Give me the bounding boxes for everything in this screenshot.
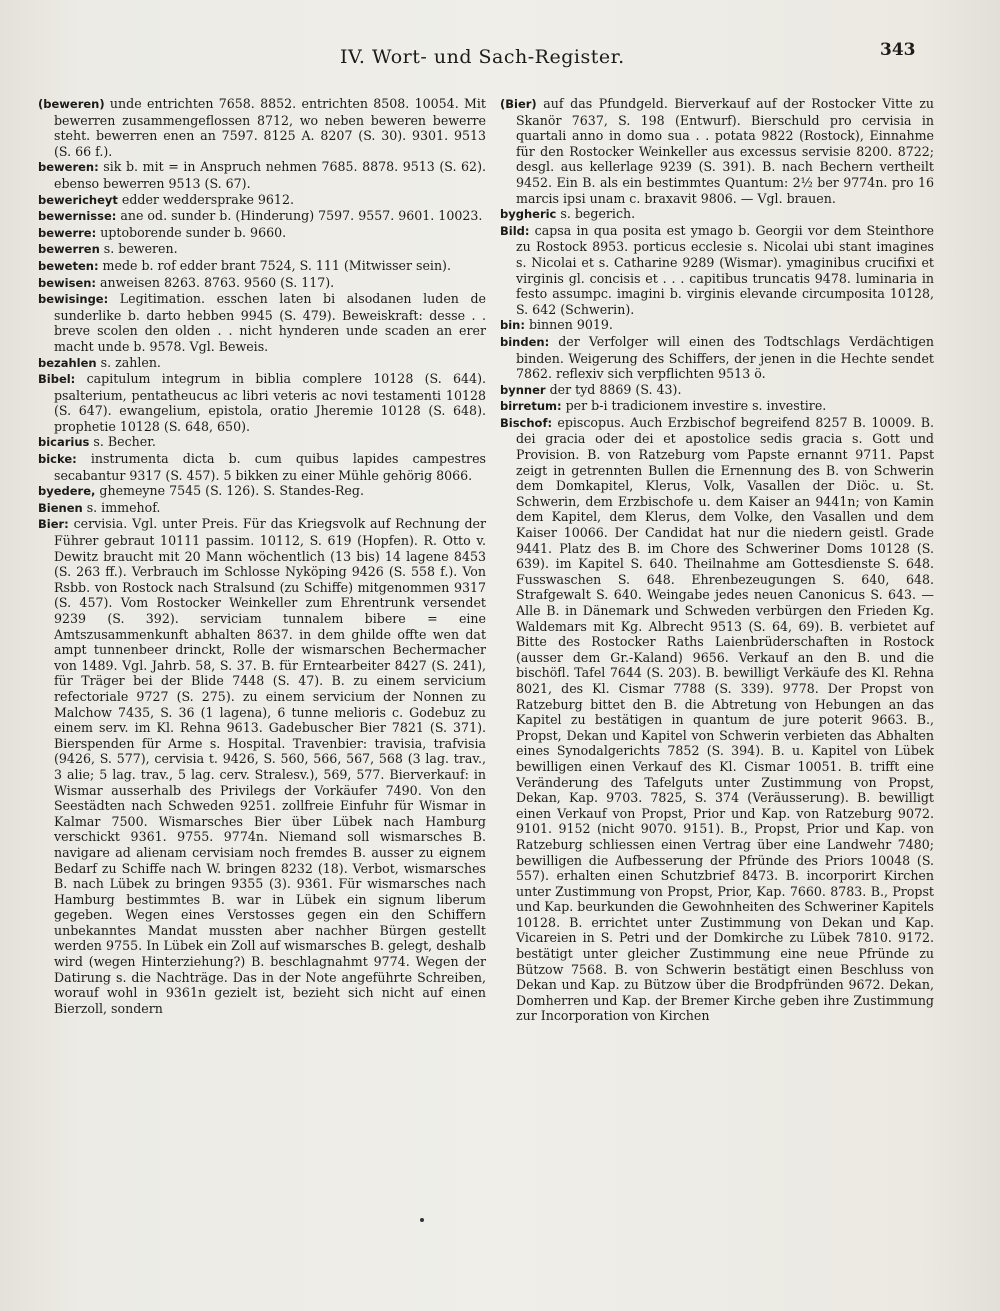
- entry-keyword: binden:: [500, 334, 550, 349]
- register-entry: [38, 291, 486, 354]
- entry-text: binnen 9019.: [524, 317, 613, 333]
- entry-text: uptoborende sunder b. 9660.: [96, 224, 287, 240]
- entry-text: ane od. sunder b. (Hinderung) 7597. 9557. 9601. 10023.: [116, 208, 483, 224]
- register-entry: [38, 483, 486, 500]
- entry-keyword: bezahlen: [38, 355, 97, 370]
- entry-text: s. immehof.: [82, 499, 161, 515]
- register-entry: [500, 223, 934, 318]
- register-entry: [38, 355, 486, 372]
- entry-keyword: (Bier): [500, 97, 537, 111]
- register-entry: [38, 434, 486, 451]
- entry-keyword: bygheric: [500, 207, 557, 222]
- entry-text: s. zahlen.: [96, 354, 161, 370]
- entry-keyword: bewisinge:: [38, 292, 109, 307]
- entry-keyword: beweten:: [38, 258, 99, 273]
- register-entry: [38, 208, 486, 225]
- register-entry: [38, 371, 486, 434]
- entry-text: capitulum integrum in biblia complere 10128 (S. 644). psalterium, pentatheucus ac libri veteris ac novi testamenti 10128 (S. 647). ewangelium, epistola, oratio Jheremie 10128 (S. 648). prophetie 10128 (S. 648, 650).: [54, 371, 486, 434]
- register-entry: [38, 225, 486, 242]
- entry-keyword: bewisen:: [38, 275, 97, 290]
- entry-keyword: bynner: [500, 382, 546, 397]
- register-entry: [500, 96, 934, 206]
- entry-text: ghemeyne 7545 (S. 126). S. Standes-Reg.: [95, 483, 364, 499]
- entry-text: anweisen 8263. 8763. 9560 (S. 117).: [96, 274, 335, 290]
- entry-keyword: bewerren: [38, 242, 100, 257]
- entry-text: mede b. rof edder brant 7524, S. 111 (Mitwisser sein).: [98, 257, 451, 273]
- page-header: [0, 40, 1000, 80]
- register-entry: [38, 96, 486, 159]
- entry-text: cervisia. Vgl. unter Preis. Für das Kriegsvolk auf Rechnung der Führer gebraut 10111 passim. 10112, S. 619 (Hopfen). R. Otto v. Dewitz braucht mit 20 Mann wöchentlich (13 bis) 14 lagene 8453 (S. 263 ff.). Verbrauch im Schlosse Nyköping 9426 (S. 558 f.). Von Rsbb. von Rostock nach Stralsund (zu Schiffe) mitgenommen 9317 (S. 457). Vom Rostocker Weinkeller zum Ehrentrunk versendet 9239 (S. 392). serviciam tunnalem bibere = eine Amtszusammenkunft abhalten 8637. in dem ghilde offte wen dat ampt tunnenbeer drinckt, Rolle der wismarschen Bechermacher von 1489. Vgl. Jahrb. 58, S. 37. B. für Erntearbeiter 8427 (S. 241), für Träger bei der Blide 7448 (S. 47). B. zu einem servicium refectoriale 9727 (S. 275). zu einem servicium der Nonnen zu Malchow 7435, S. 36 (1 lagena), 6 tunne melioris c. Godebuz zu einem serv. im Kl. Rehna 9613. Gadebuscher Bier 7821 (S. 371). Bierspenden für Arme s. Hospital. Travenbier: travisia, trafvisia (9426, S. 577), cervisia t. 9426, S. 560, 566, 567, 568 (3 lag. trav., 3 alie; 5 lag. trav., 5 lag. cerv. Stralesv.), 569, 577. Bierverkauf: in Wismar ausserhalb des Privilegs der Vorkäufer 7490. Von den Seestädten nach Schweden 9251. zollfreie Einfuhr für Wismar in Kalmar 7500. Wismarsches Bier über Lübek nach Hamburg verschickt 9361. 9755. 9774n. Niemand soll wismarsches B. navigare ad alienam cervisiam noch fremdes B. ausser zu eignem Bedarf zu Schiffe nach W. bringen 8232 (18). Verbot, wismarsches B. nach Lübek zu bringen 9355 (3). 9361. Für wismarsches nach Hamburg bestimmtes B. war in Lübek ein signum liberum gegeben. Wegen eines Verstosses gegen ein den Schiffern unbekanntes Mandat mussten aber nachher Bürgen gestellt werden 9755. In Lübek ein Zoll auf wismarsches B. gelegt, deshalb wird (wegen Hinterziehung?) B. beschlagnahmt 9774. Wegen der Datirung s. die Nachträge. Das in der Note angeführte Schreiben, worauf wohl in 9361n gezielt ist, bezieht sich nicht auf einen Bierzoll, sondern: [54, 516, 486, 1016]
- register-entry: [38, 516, 486, 1016]
- register-entry: [38, 500, 486, 517]
- entry-keyword: bin:: [500, 318, 525, 333]
- entry-text: der Verfolger will einen des Todtschlags Verdächtigen binden. Weigerung des Schiffers, der jenen in die Hechte sendet 7862. reflexiv sich verpflichten 9513 ö.: [516, 333, 934, 382]
- entry-text: s. begerich.: [556, 206, 636, 222]
- entry-keyword: beweren:: [38, 160, 99, 175]
- entry-text: edder weddersprake 9612.: [117, 191, 294, 207]
- entry-text: auf das Pfundgeld. Bierverkauf auf der Rostocker Vitte zu Skanör 7637, S. 198 (Entwurf). Bierschuld pro cervisia in quartali anno in domo sua . . potata 9822 (Rostock), Einnahme für den Rostocker Weinkeller aus excessus servisie 8200. 8722; desgl. aus kellerlage 9239 (S. 391). B. nach Bechern vertheilt 9452. Ein B. als ein bestimmtes Quantum: 2½ ber 9774n. pro 16 marcis ipsi unam c. braxavit 9806. — Vgl. brauen.: [516, 96, 934, 206]
- entry-keyword: Bischof:: [500, 415, 553, 430]
- entry-keyword: byedere,: [38, 484, 96, 499]
- entry-text: der tyd 8869 (S. 43).: [545, 381, 682, 397]
- register-entry: [38, 451, 486, 483]
- entry-keyword: bewerre:: [38, 225, 97, 240]
- entry-text: sik b. mit = in Anspruch nehmen 7685. 8878. 9513 (S. 62). ebenso bewerren 9513 (S. 67).: [54, 159, 486, 191]
- entry-keyword: bewericheyt: [38, 192, 118, 207]
- register-entry: [500, 317, 934, 334]
- entry-text: unde entrichten 7658. 8852. entrichten 8508. 10054. Mit bewerren zusammengeflossen 8712, wo neben beweren bewerre steht. bewerren enen an 7597. 8125 A. 8207 (S. 30). 9301. 9513 (S. 66 f.).: [54, 96, 486, 159]
- register-entry: [38, 192, 486, 209]
- entry-text: s. Becher.: [89, 434, 156, 450]
- register-entry: [38, 258, 486, 275]
- register-entry: [38, 241, 486, 258]
- entry-keyword: bicarius: [38, 435, 90, 450]
- entry-keyword: bewernisse:: [38, 209, 117, 224]
- register-entry: [500, 382, 934, 399]
- entry-text: episcopus. Auch Erzbischof begreifend 8257 B. 10009. B. dei gracia oder dei et apostolice sedis gracia s. Gott und Provision. B. von Ratzeburg vom Papste ernannt 9711. Papst zeigt in getrennten Bullen die Ernennung des B. von Schwerin dem Domkapitel, Klerus, Volk, Vasallen der Diöc. u. St. Schwerin, dem Erzbischofe u. dem Kaiser an 9441n; von Kamin dem Kapitel, dem Klerus, dem Volke, den Vasallen und dem Kaiser 10066. Der Candidat hat nur die niedern geistl. Grade 9441. Platz des B. im Chore des Schweriner Doms 10128 (S. 639). im Kapitel S. 640. Theilnahme am Gottesdienste S. 648. Fusswaschen S. 648. Ehrenbezeugungen S. 640, 648. Strafgewalt S. 640. Weingabe jedes neuen Canonicus S. 643. — Alle B. in Dänemark und Schweden verbürgen den Frieden Kg. Waldemars mit Kg. Albrecht 9513 (S. 64, 69). B. verbietet auf Bitte des Rostocker Raths Laienbrüderschaften in Rostock (ausser dem Gr.-Kaland) 9656. Verkauf an den B. und die bischöfl. Tafel 7644 (S. 203). B. bewilligt Verkäufe des Kl. Rehna 8021, des Kl. Cismar 7788 (S. 339). 9778. Der Propst von Ratzeburg bittet den B. die Abtretung von Hebungen an das Kapitel zu bestätigen in quantum de jure poterit 9663. B., Propst, Dekan und Kapitel von Schwerin verbieten das Abhalten eines Synodalgerichts 7852 (S. 394). B. u. Kapitel von Lübek bewilligen einen Verkauf des Kl. Cismar 10051. B. trifft eine Veränderung des Tafelguts unter Zustimmung von Propst, Dekan, Kap. 9703. 7825, S. 374 (Veräusserung). B. bewilligt einen Verkauf von Propst, Prior und Kap. von Ratzeburg 9072. 9101. 9152 (nicht 9070. 9151). B., Propst, Prior und Kap. von Ratzeburg schliessen einen Vertrag über eine Landwehr 7480; bewilligen die Aufbesserung der Pfründe des Priors 10048 (S. 557). erhalten einen Schutzbrief 8473. B. incorporirt Kirchen unter Zustimmung von Propst, Prior, Kap. 7660. 8783. B., Propst und Kap. beurkunden die Gewohnheiten des Schweriner Kapitels 10128. B. errichtet unter Zustimmung von Dekan und Kap. Vicareien in S. Petri und der Domkirche zu Lübek 7810. 9172. bestätigt unter gleicher Zustimmung eine neue Pfründe zu Bützow 7568. B. von Schwerin bestätigt einen Beschluss von Dekan und Kap. zu Bützow über die Brodpfründen 9672. Dekan, Domherren und Kap. der Bremer Kirche geben ihre Zustimmung zur Incorporation von Kirchen: [516, 414, 934, 1024]
- register-entry: [500, 415, 934, 1024]
- entry-keyword: Bienen: [38, 500, 83, 515]
- left-column: [38, 96, 486, 1016]
- footer-dot: [420, 1218, 424, 1222]
- entry-text: capsa in qua posita est ymago b. Georgii vor dem Steinthore zu Rostock 8953. porticus ecclesie s. Nicolai ubi stant imagines s. Nicolai et s. Catharine 9289 (Wismar). ymaginibus crucifixi et virginis gl. concisis et . . . capitibus truncatis 9478. luminaria in festo assumpc. imagini b. virginis elevande circumposita 10128, S. 642 (Schwerin).: [516, 222, 934, 317]
- entry-text: per b-i tradicionem investire s. investire.: [561, 398, 827, 414]
- entry-text: s. beweren.: [99, 241, 178, 257]
- page-title: IV. Wort- und Sach-Register.: [340, 46, 625, 68]
- entry-text: Legitimation. esschen laten bi alsodanen luden de sunderlike b. darto hebben 9945 (S. 479). Beweiskraft: desse . . breve scolen den olden . . nicht hynderen unde scaden an erer macht unde b. 9578. Vgl. Beweis.: [54, 291, 486, 354]
- entry-keyword: Bibel:: [38, 372, 76, 387]
- register-entry: [500, 398, 934, 415]
- entry-text: instrumenta dicta b. cum quibus lapides campestres secabantur 9317 (S. 457). 5 bikken zu einer Mühle gehörig 8066.: [54, 451, 486, 483]
- page-number: 343: [880, 40, 916, 60]
- register-entry: [500, 334, 934, 382]
- register-entry: [500, 206, 934, 223]
- entry-keyword: Bier:: [38, 517, 69, 532]
- entry-keyword: bicke:: [38, 452, 77, 467]
- entry-keyword: (beweren): [38, 97, 105, 111]
- entry-keyword: Bild:: [500, 223, 530, 238]
- entry-keyword: birretum:: [500, 399, 562, 414]
- register-entry: [38, 159, 486, 191]
- register-entry: [38, 275, 486, 292]
- right-column: [500, 96, 934, 1024]
